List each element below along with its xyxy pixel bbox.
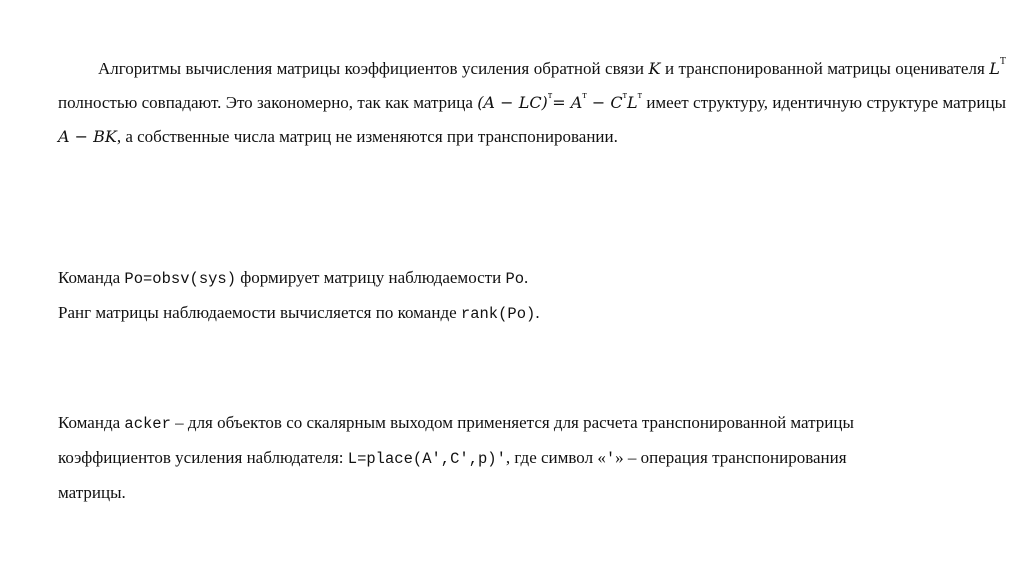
acker-line: [58, 406, 1006, 441]
math-L: L: [989, 59, 1000, 78]
code-obsv: Po=obsv(sys): [124, 270, 237, 288]
text-segment: , где символ «: [505, 448, 606, 467]
paragraph-controller-observer-duality: [58, 52, 1006, 154]
math-A-minus-BK: A − BK: [58, 127, 117, 146]
code-rank: rank(Po): [460, 305, 536, 323]
paragraph-observability-commands: [58, 261, 1006, 331]
superscript-transpose: т: [582, 90, 587, 101]
text-segment: Алгоритмы вычисления матрицы коэффициентов усиления обратной связи: [98, 59, 649, 78]
superscript-transpose: т: [622, 90, 628, 101]
superscript-transpose: т: [547, 90, 553, 101]
math-L-transpose: L: [627, 93, 638, 112]
text-segment: Команда: [58, 268, 125, 287]
place-line: [58, 441, 1006, 476]
observability-matrix-line: [58, 261, 1006, 296]
text-segment: формирует матрицу наблюдаемости: [236, 268, 506, 287]
math-equals-A: = A: [552, 93, 583, 112]
text-segment: » – операция транспонирования: [615, 448, 847, 467]
superscript-transpose: т: [637, 90, 643, 101]
text-segment: Ранг матрицы наблюдаемости вычисляется по команде: [58, 303, 461, 322]
math-A-minus-LC: (A − LC): [477, 93, 548, 112]
code-acker: acker: [124, 415, 171, 433]
text-segment: и транспонированной матрицы оценивателя: [660, 59, 990, 78]
paragraph-acker-command: [58, 406, 1006, 510]
text-segment: .: [524, 268, 529, 287]
math-minus-C: − C: [586, 93, 623, 112]
text-segment: полностью совпадают. Это закономерно, так как матрица: [58, 93, 478, 112]
text-segment: – для объектов со скалярным выходом применяется для расчета транспонированной матрицы: [170, 413, 854, 432]
code-place: L=place(A',C',p)': [347, 450, 506, 468]
math-K: K: [648, 59, 661, 78]
text-segment: имеет структуру, идентичную структуре матрицы: [642, 93, 1006, 112]
text-segment: Команда: [58, 413, 125, 432]
code-apostrophe: ': [605, 450, 616, 468]
text-segment: .: [535, 303, 540, 322]
text-segment: , а собственные числа матриц не изменяются при транспонировании.: [116, 127, 618, 146]
rank-line: [58, 296, 1006, 331]
text-segment: коэффициентов усиления наблюдателя:: [58, 448, 348, 467]
superscript-T: T: [999, 56, 1006, 67]
matrix-line: [58, 476, 1006, 510]
code-Po: Po: [505, 270, 525, 288]
text-segment: матрицы.: [58, 483, 126, 502]
